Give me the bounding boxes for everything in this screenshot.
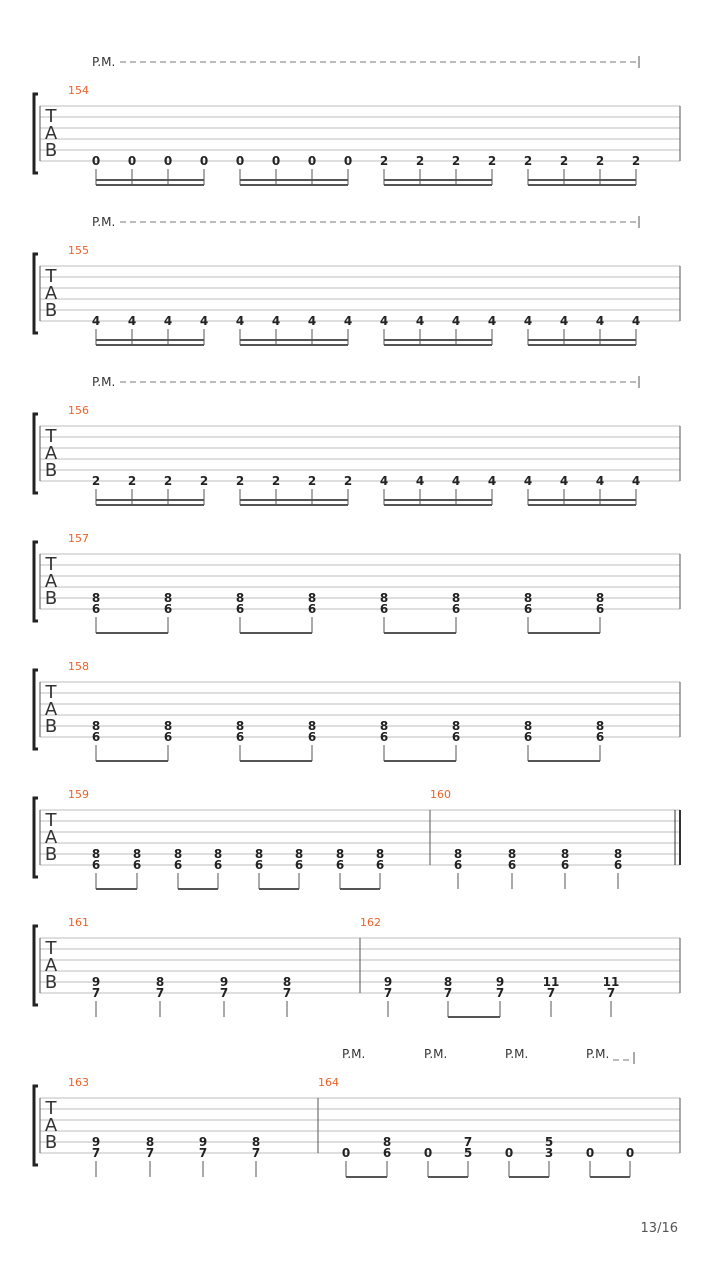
system-bracket — [34, 254, 38, 333]
fret-number: 4 — [415, 474, 425, 488]
fret-number: 2 — [559, 154, 569, 168]
fret-number: 3 — [544, 1146, 554, 1160]
measure-number: 159 — [68, 788, 89, 801]
page-number: 13/16 — [640, 1221, 678, 1236]
fret-number: 7 — [91, 1146, 101, 1160]
fret-number: 8 — [523, 719, 533, 733]
fret-number: 6 — [382, 1146, 392, 1160]
system-bracket — [34, 542, 38, 621]
fret-number: 6 — [91, 858, 101, 872]
fret-number: 0 — [585, 1146, 595, 1160]
fret-number: 0 — [307, 154, 317, 168]
fret-number: 7 — [251, 1146, 261, 1160]
fret-number: 7 — [383, 986, 393, 1000]
fret-number: 4 — [91, 314, 101, 328]
fret-number: 4 — [415, 314, 425, 328]
fret-number: 6 — [132, 858, 142, 872]
fret-number: 8 — [307, 719, 317, 733]
fret-number: 8 — [613, 847, 623, 861]
fret-number: 9 — [198, 1135, 208, 1149]
fret-number: 9 — [383, 975, 393, 989]
fret-number: 0 — [91, 154, 101, 168]
fret-number: 0 — [199, 154, 209, 168]
tab-clef-letter: T — [45, 106, 57, 127]
fret-number: 8 — [379, 591, 389, 605]
fret-number: 4 — [523, 474, 533, 488]
fret-number: 8 — [145, 1135, 155, 1149]
tab-clef-letter: T — [45, 266, 57, 287]
fret-number: 6 — [595, 602, 605, 616]
tab-clef-letter: A — [44, 699, 58, 720]
fret-number: 7 — [198, 1146, 208, 1160]
fret-number: 8 — [453, 847, 463, 861]
fret-number: 0 — [235, 154, 245, 168]
fret-number: 6 — [451, 602, 461, 616]
measure-number: 161 — [68, 916, 89, 929]
tab-clef-letter: B — [44, 972, 58, 993]
fret-number: 6 — [91, 602, 101, 616]
fret-number: 6 — [307, 730, 317, 744]
fret-number: 7 — [219, 986, 229, 1000]
fret-number: 6 — [163, 730, 173, 744]
fret-number: 6 — [375, 858, 385, 872]
fret-number: 7 — [91, 986, 101, 1000]
tab-clef-letter: A — [44, 443, 58, 464]
fret-number: 4 — [127, 314, 137, 328]
fret-number: 6 — [173, 858, 183, 872]
fret-number: 4 — [487, 314, 497, 328]
fret-number: 8 — [91, 591, 101, 605]
fret-number: 4 — [487, 474, 497, 488]
fret-number: 9 — [495, 975, 505, 989]
measure-number: 157 — [68, 532, 89, 545]
tab-clef-letter: A — [44, 827, 58, 848]
fret-number: 8 — [382, 1135, 392, 1149]
fret-number: 2 — [379, 154, 389, 168]
fret-number: 6 — [523, 730, 533, 744]
fret-number: 4 — [451, 314, 461, 328]
fret-number: 4 — [559, 474, 569, 488]
fret-number: 4 — [559, 314, 569, 328]
fret-number: 0 — [343, 154, 353, 168]
fret-number: 2 — [235, 474, 245, 488]
palm-mute-label: P.M. — [505, 1047, 529, 1061]
fret-number: 0 — [127, 154, 137, 168]
fret-number: 2 — [343, 474, 353, 488]
tab-clef-letter: B — [44, 588, 58, 609]
tab-clef-letter: T — [45, 554, 57, 575]
fret-number: 0 — [341, 1146, 351, 1160]
fret-number: 4 — [523, 314, 533, 328]
palm-mute-label: P.M. — [342, 1047, 366, 1061]
tab-clef-letter: T — [45, 810, 57, 831]
fret-number: 8 — [379, 719, 389, 733]
system-bracket — [34, 670, 38, 749]
fret-number: 5 — [544, 1135, 554, 1149]
fret-number: 2 — [415, 154, 425, 168]
measure-number: 160 — [430, 788, 451, 801]
fret-number: 6 — [235, 730, 245, 744]
fret-number: 8 — [595, 591, 605, 605]
fret-number: 0 — [423, 1146, 433, 1160]
fret-number: 7 — [155, 986, 165, 1000]
fret-number: 2 — [199, 474, 209, 488]
fret-number: 8 — [163, 591, 173, 605]
fret-number: 2 — [523, 154, 533, 168]
measure-number: 156 — [68, 404, 89, 417]
tab-clef-letter: B — [44, 460, 58, 481]
fret-number: 4 — [307, 314, 317, 328]
measure-number: 162 — [360, 916, 381, 929]
tab-clef-letter: T — [45, 682, 57, 703]
fret-number: 6 — [379, 730, 389, 744]
fret-number: 6 — [235, 602, 245, 616]
fret-number: 6 — [451, 730, 461, 744]
fret-number: 6 — [294, 858, 304, 872]
tab-clef-letter: B — [44, 1132, 58, 1153]
fret-number: 4 — [631, 314, 641, 328]
fret-number: 8 — [173, 847, 183, 861]
fret-number: 2 — [91, 474, 101, 488]
fret-number: 2 — [271, 474, 281, 488]
fret-number: 8 — [375, 847, 385, 861]
fret-number: 8 — [91, 719, 101, 733]
fret-number: 8 — [451, 719, 461, 733]
measure-number: 163 — [68, 1076, 89, 1089]
fret-number: 8 — [294, 847, 304, 861]
fret-number: 2 — [487, 154, 497, 168]
fret-number: 6 — [91, 730, 101, 744]
fret-number: 6 — [560, 858, 570, 872]
tab-clef-letter: A — [44, 1115, 58, 1136]
fret-number: 7 — [463, 1135, 473, 1149]
tab-clef-letter: A — [44, 955, 58, 976]
fret-number: 8 — [213, 847, 223, 861]
fret-number: 2 — [163, 474, 173, 488]
fret-number: 8 — [235, 591, 245, 605]
palm-mute-label: P.M. — [92, 215, 116, 229]
fret-number: 8 — [335, 847, 345, 861]
fret-number: 6 — [335, 858, 345, 872]
fret-number: 9 — [219, 975, 229, 989]
measure-number: 154 — [68, 84, 89, 97]
fret-number: 4 — [595, 474, 605, 488]
fret-number: 8 — [254, 847, 264, 861]
fret-number: 8 — [235, 719, 245, 733]
fret-number: 8 — [163, 719, 173, 733]
fret-number: 6 — [613, 858, 623, 872]
fret-number: 0 — [271, 154, 281, 168]
fret-number: 7 — [606, 986, 616, 1000]
tab-clef-letter: A — [44, 123, 58, 144]
fret-number: 8 — [155, 975, 165, 989]
fret-number: 5 — [463, 1146, 473, 1160]
tab-clef-letter: B — [44, 716, 58, 737]
fret-number: 8 — [507, 847, 517, 861]
fret-number: 6 — [523, 602, 533, 616]
fret-number: 2 — [127, 474, 137, 488]
fret-number: 6 — [507, 858, 517, 872]
fret-number: 9 — [91, 975, 101, 989]
fret-number: 8 — [132, 847, 142, 861]
palm-mute-label: P.M. — [586, 1047, 610, 1061]
fret-number: 2 — [595, 154, 605, 168]
fret-number: 4 — [271, 314, 281, 328]
fret-number: 2 — [307, 474, 317, 488]
fret-number: 4 — [379, 474, 389, 488]
fret-number: 2 — [451, 154, 461, 168]
fret-number: 6 — [307, 602, 317, 616]
fret-number: 8 — [451, 591, 461, 605]
tab-clef-letter: T — [45, 1098, 57, 1119]
system-bracket — [34, 798, 38, 877]
palm-mute-label: P.M. — [92, 375, 116, 389]
fret-number: 0 — [163, 154, 173, 168]
palm-mute-label: P.M. — [92, 55, 116, 69]
tab-clef-letter: T — [45, 938, 57, 959]
fret-number: 7 — [546, 986, 556, 1000]
fret-number: 6 — [163, 602, 173, 616]
fret-number: 11 — [602, 975, 620, 989]
fret-number: 7 — [495, 986, 505, 1000]
fret-number: 8 — [443, 975, 453, 989]
fret-number: 0 — [504, 1146, 514, 1160]
fret-number: 7 — [282, 986, 292, 1000]
fret-number: 8 — [91, 847, 101, 861]
fret-number: 4 — [595, 314, 605, 328]
fret-number: 2 — [631, 154, 641, 168]
tab-clef-letter: B — [44, 300, 58, 321]
fret-number: 4 — [631, 474, 641, 488]
fret-number: 7 — [145, 1146, 155, 1160]
palm-mute-label: P.M. — [424, 1047, 448, 1061]
fret-number: 8 — [282, 975, 292, 989]
fret-number: 4 — [451, 474, 461, 488]
fret-number: 9 — [91, 1135, 101, 1149]
fret-number: 6 — [453, 858, 463, 872]
fret-number: 4 — [163, 314, 173, 328]
fret-number: 8 — [307, 591, 317, 605]
tab-clef-letter: B — [44, 844, 58, 865]
system-bracket — [34, 414, 38, 493]
tab-clef-letter: A — [44, 283, 58, 304]
measure-number: 164 — [318, 1076, 339, 1089]
fret-number: 4 — [199, 314, 209, 328]
fret-number: 8 — [560, 847, 570, 861]
system-bracket — [34, 926, 38, 1005]
measure-number: 155 — [68, 244, 89, 257]
fret-number: 6 — [213, 858, 223, 872]
fret-number: 8 — [523, 591, 533, 605]
fret-number: 8 — [595, 719, 605, 733]
fret-number: 0 — [625, 1146, 635, 1160]
tab-clef-letter: A — [44, 571, 58, 592]
fret-number: 4 — [235, 314, 245, 328]
tab-clef-letter: T — [45, 426, 57, 447]
system-bracket — [34, 1086, 38, 1165]
fret-number: 4 — [379, 314, 389, 328]
fret-number: 6 — [379, 602, 389, 616]
fret-number: 6 — [595, 730, 605, 744]
fret-number: 4 — [343, 314, 353, 328]
fret-number: 8 — [251, 1135, 261, 1149]
measure-number: 158 — [68, 660, 89, 673]
system-bracket — [34, 94, 38, 173]
tab-clef-letter: B — [44, 140, 58, 161]
fret-number: 6 — [254, 858, 264, 872]
fret-number: 7 — [443, 986, 453, 1000]
fret-number: 11 — [542, 975, 560, 989]
